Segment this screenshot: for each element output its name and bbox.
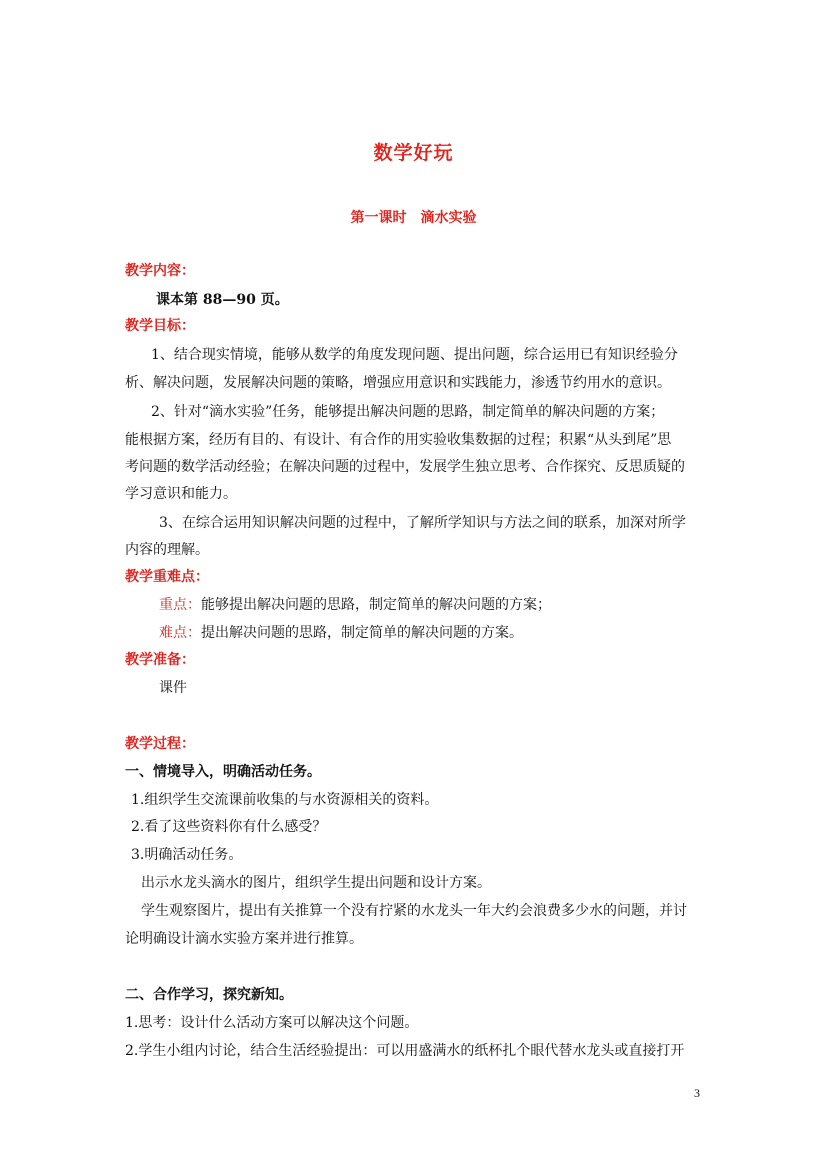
page-number: 3 [694, 1086, 700, 1100]
key-point-label: 重点： [159, 597, 201, 613]
content-heading: 教学内容： [125, 263, 195, 279]
process-heading: 教学过程： [125, 736, 195, 752]
content-text: 课本第 88—90 页。 [156, 292, 289, 308]
section2-line: 2.学生小组内讨论，结合生活经验提出：可以用盛满水的纸杯扎个眼代替水龙头或直接打开 [125, 1043, 685, 1059]
section1-line: 出示水龙头滴水的图片，组织学生提出问题和设计方案。 [141, 875, 491, 891]
hard-point-label: 难点： [159, 625, 201, 641]
goal-line: 3、在综合运用知识解决问题的过程中，了解所学知识与方法之间的联系，加深对所学 [159, 515, 686, 531]
goal-line: 内容的理解。 [125, 542, 209, 558]
goal-line: 析、解决问题，发展解决问题的策略，增强应用意识和实践能力，渗透节约用水的意识。 [125, 375, 671, 391]
section1-heading: 一、情境导入，明确活动任务。 [125, 764, 321, 780]
goal-line: 能根据方案，经历有目的、有设计、有合作的用实验收集数据的过程；积累“从头到尾”思 [125, 432, 672, 448]
hard-point [159, 623, 523, 643]
key-point-text: 能够提出解决问题的思路，制定简单的解决问题的方案； [201, 597, 551, 613]
section2-heading: 二、合作学习，探究新知。 [125, 987, 293, 1003]
section1-line: 论明确设计滴水实验方案并进行推算。 [125, 931, 363, 947]
goal-line: 1、结合现实情境，能够从数学的角度发现问题、提出问题，综合运用已有知识经验分 [151, 347, 678, 363]
section2-line: 1.思考：设计什么活动方案可以解决这个问题。 [125, 1015, 419, 1031]
prep-heading: 教学准备： [125, 652, 195, 668]
section1-line: 1.组织学生交流课前收集的与水资源相关的资料。 [131, 792, 439, 808]
section1-line: 3.明确活动任务。 [131, 847, 243, 863]
section1-line: 2.看了这些资料你有什么感受？ [131, 819, 327, 835]
goal-line: 考问题的数学活动经验；在解决问题的过程中，发展学生独立思考、合作探究、反思质疑的 [125, 459, 685, 475]
lesson-subtitle: 第一课时 滴水实验 [350, 210, 477, 226]
hard-point-text: 提出解决问题的思路，制定简单的解决问题的方案。 [201, 625, 523, 641]
keypoints-heading: 教学重难点： [125, 569, 209, 585]
goals-heading: 教学目标： [125, 318, 195, 334]
key-point [159, 595, 551, 615]
section1-line: 学生观察图片，提出有关推算一个没有拧紧的水龙头一年大约会浪费多少水的问题，并讨 [141, 903, 687, 919]
document-title: 数学好玩 [373, 142, 454, 164]
goal-line: 2、针对“滴水实验”任务，能够提出解决问题的思路，制定简单的解决问题的方案； [151, 404, 665, 420]
goal-line: 学习意识和能力。 [125, 486, 237, 502]
prep-text: 课件 [159, 680, 187, 696]
